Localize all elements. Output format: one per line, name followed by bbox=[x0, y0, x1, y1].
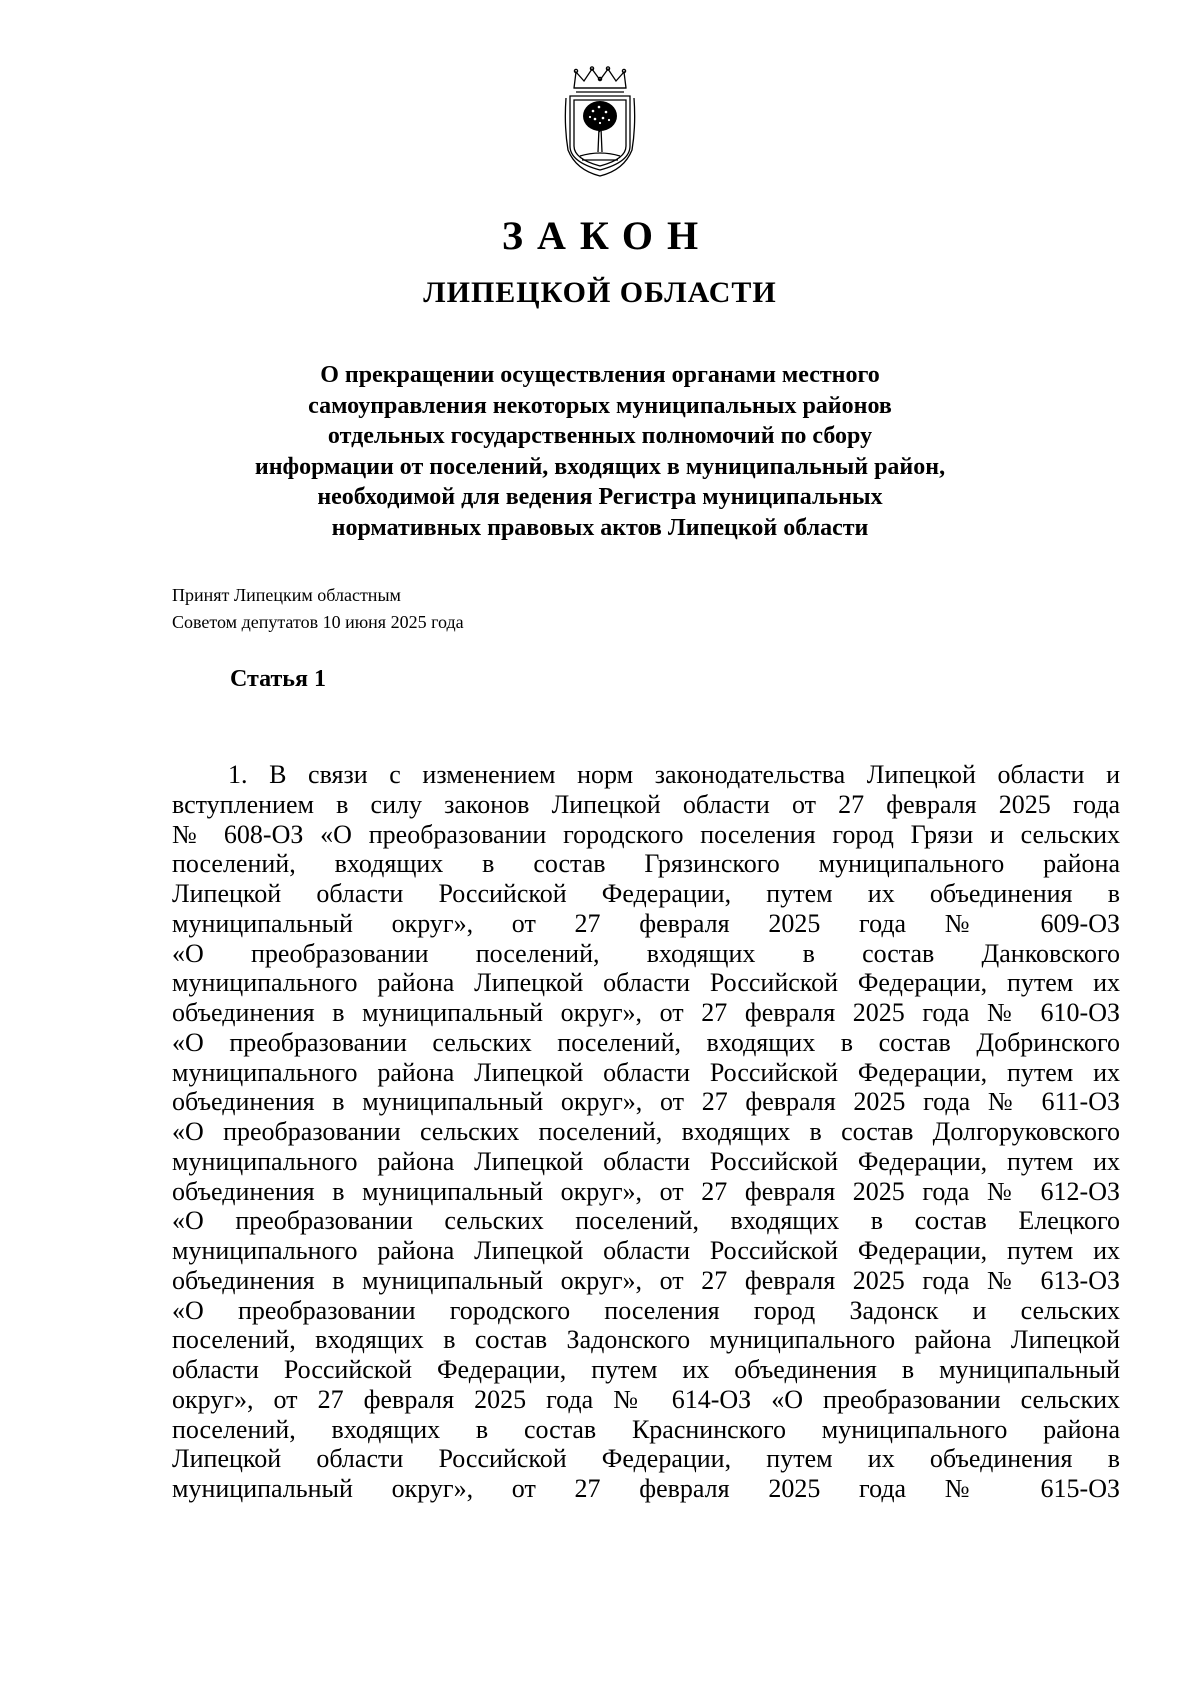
law-name-line: отдельных государственных полномочий по сбору bbox=[327, 423, 873, 450]
body-line: объединения в муниципальный округ», от 27 февраля 2025 года № 611-ОЗ bbox=[172, 1087, 1120, 1117]
body-line: муниципальный округ», от 27 февраля 2025 года № 609-ОЗ bbox=[172, 908, 1120, 938]
body-line: муниципального района Липецкой области Российской Федерации, путем их bbox=[172, 1146, 1120, 1176]
coat-of-arms-icon bbox=[562, 66, 638, 178]
law-name-line: необходимой для ведения Регистра муниципальных bbox=[317, 484, 883, 511]
body-line: муниципального района Липецкой области Российской Федерации, путем их bbox=[172, 968, 1120, 998]
adoption-note-line: Советом депутатов 10 июня 2025 года bbox=[172, 612, 464, 632]
body-line: поселений, входящих в состав Краснинского муниципального района bbox=[172, 1414, 1120, 1444]
body-line: Липецкой области Российской Федерации, путем их объединения в bbox=[172, 879, 1120, 908]
body-line: муниципального района Липецкой области Российской Федерации, путем их bbox=[172, 1236, 1120, 1265]
body-line: поселений, входящих в состав Грязинского муниципального района bbox=[172, 849, 1120, 879]
body-line: объединения в муниципальный округ», от 27 февраля 2025 года № 612-ОЗ bbox=[172, 1176, 1120, 1206]
body-line: «О преобразовании поселений, входящих в состав Данковского bbox=[172, 938, 1120, 968]
law-name bbox=[170, 360, 1030, 544]
body-line: «О преобразовании сельских поселений, входящих в состав Долгоруковского bbox=[172, 1117, 1120, 1146]
body-line: «О преобразовании городского поселения город Задонск и сельских bbox=[172, 1295, 1120, 1325]
law-name-line: нормативных правовых актов Липецкой области bbox=[331, 514, 869, 541]
adoption-note bbox=[172, 582, 464, 636]
article-body bbox=[172, 760, 1120, 1504]
body-line: 1. В связи с изменением норм законодательства Липецкой области и bbox=[228, 760, 1120, 789]
document-subtitle: ЛИПЕЦКОЙ ОБЛАСТИ bbox=[423, 276, 777, 309]
body-line: муниципальный округ», от 27 февраля 2025 года № 615-ОЗ bbox=[172, 1474, 1120, 1503]
body-line: № 608-ОЗ «О преобразовании городского поселения город Грязи и сельских bbox=[172, 819, 1120, 849]
law-name-line: О прекращении осуществления органами местного bbox=[320, 362, 880, 388]
body-line: округ», от 27 февраля 2025 года № 614-ОЗ «О преобразовании сельских bbox=[172, 1384, 1120, 1414]
body-line: Липецкой области Российской Федерации, путем их объединения в bbox=[172, 1444, 1120, 1474]
body-line: «О преобразовании сельских поселений, входящих в состав Добринского bbox=[172, 1027, 1120, 1057]
document-title: ЗАКОН bbox=[501, 213, 713, 258]
body-line: объединения в муниципальный округ», от 27 февраля 2025 года № 613-ОЗ bbox=[172, 1265, 1120, 1295]
body-line: области Российской Федерации, путем их объединения в муниципальный bbox=[172, 1355, 1120, 1384]
law-name-line: информации от поселений, входящих в муниципальный район, bbox=[254, 453, 946, 480]
body-line: поселений, входящих в состав Задонского муниципального района Липецкой bbox=[172, 1325, 1120, 1355]
body-line: объединения в муниципальный округ», от 27 февраля 2025 года № 610-ОЗ bbox=[172, 998, 1120, 1027]
law-name-line: самоуправления некоторых муниципальных районов bbox=[308, 392, 892, 419]
body-line: «О преобразовании сельских поселений, входящих в состав Елецкого bbox=[172, 1206, 1120, 1236]
body-line: вступлением в силу законов Липецкой области от 27 февраля 2025 года bbox=[172, 789, 1120, 819]
body-line: муниципального района Липецкой области Российской Федерации, путем их bbox=[172, 1057, 1120, 1087]
adoption-note-line: Принят Липецким областным bbox=[172, 585, 401, 605]
article-heading: Статья 1 bbox=[230, 666, 326, 692]
